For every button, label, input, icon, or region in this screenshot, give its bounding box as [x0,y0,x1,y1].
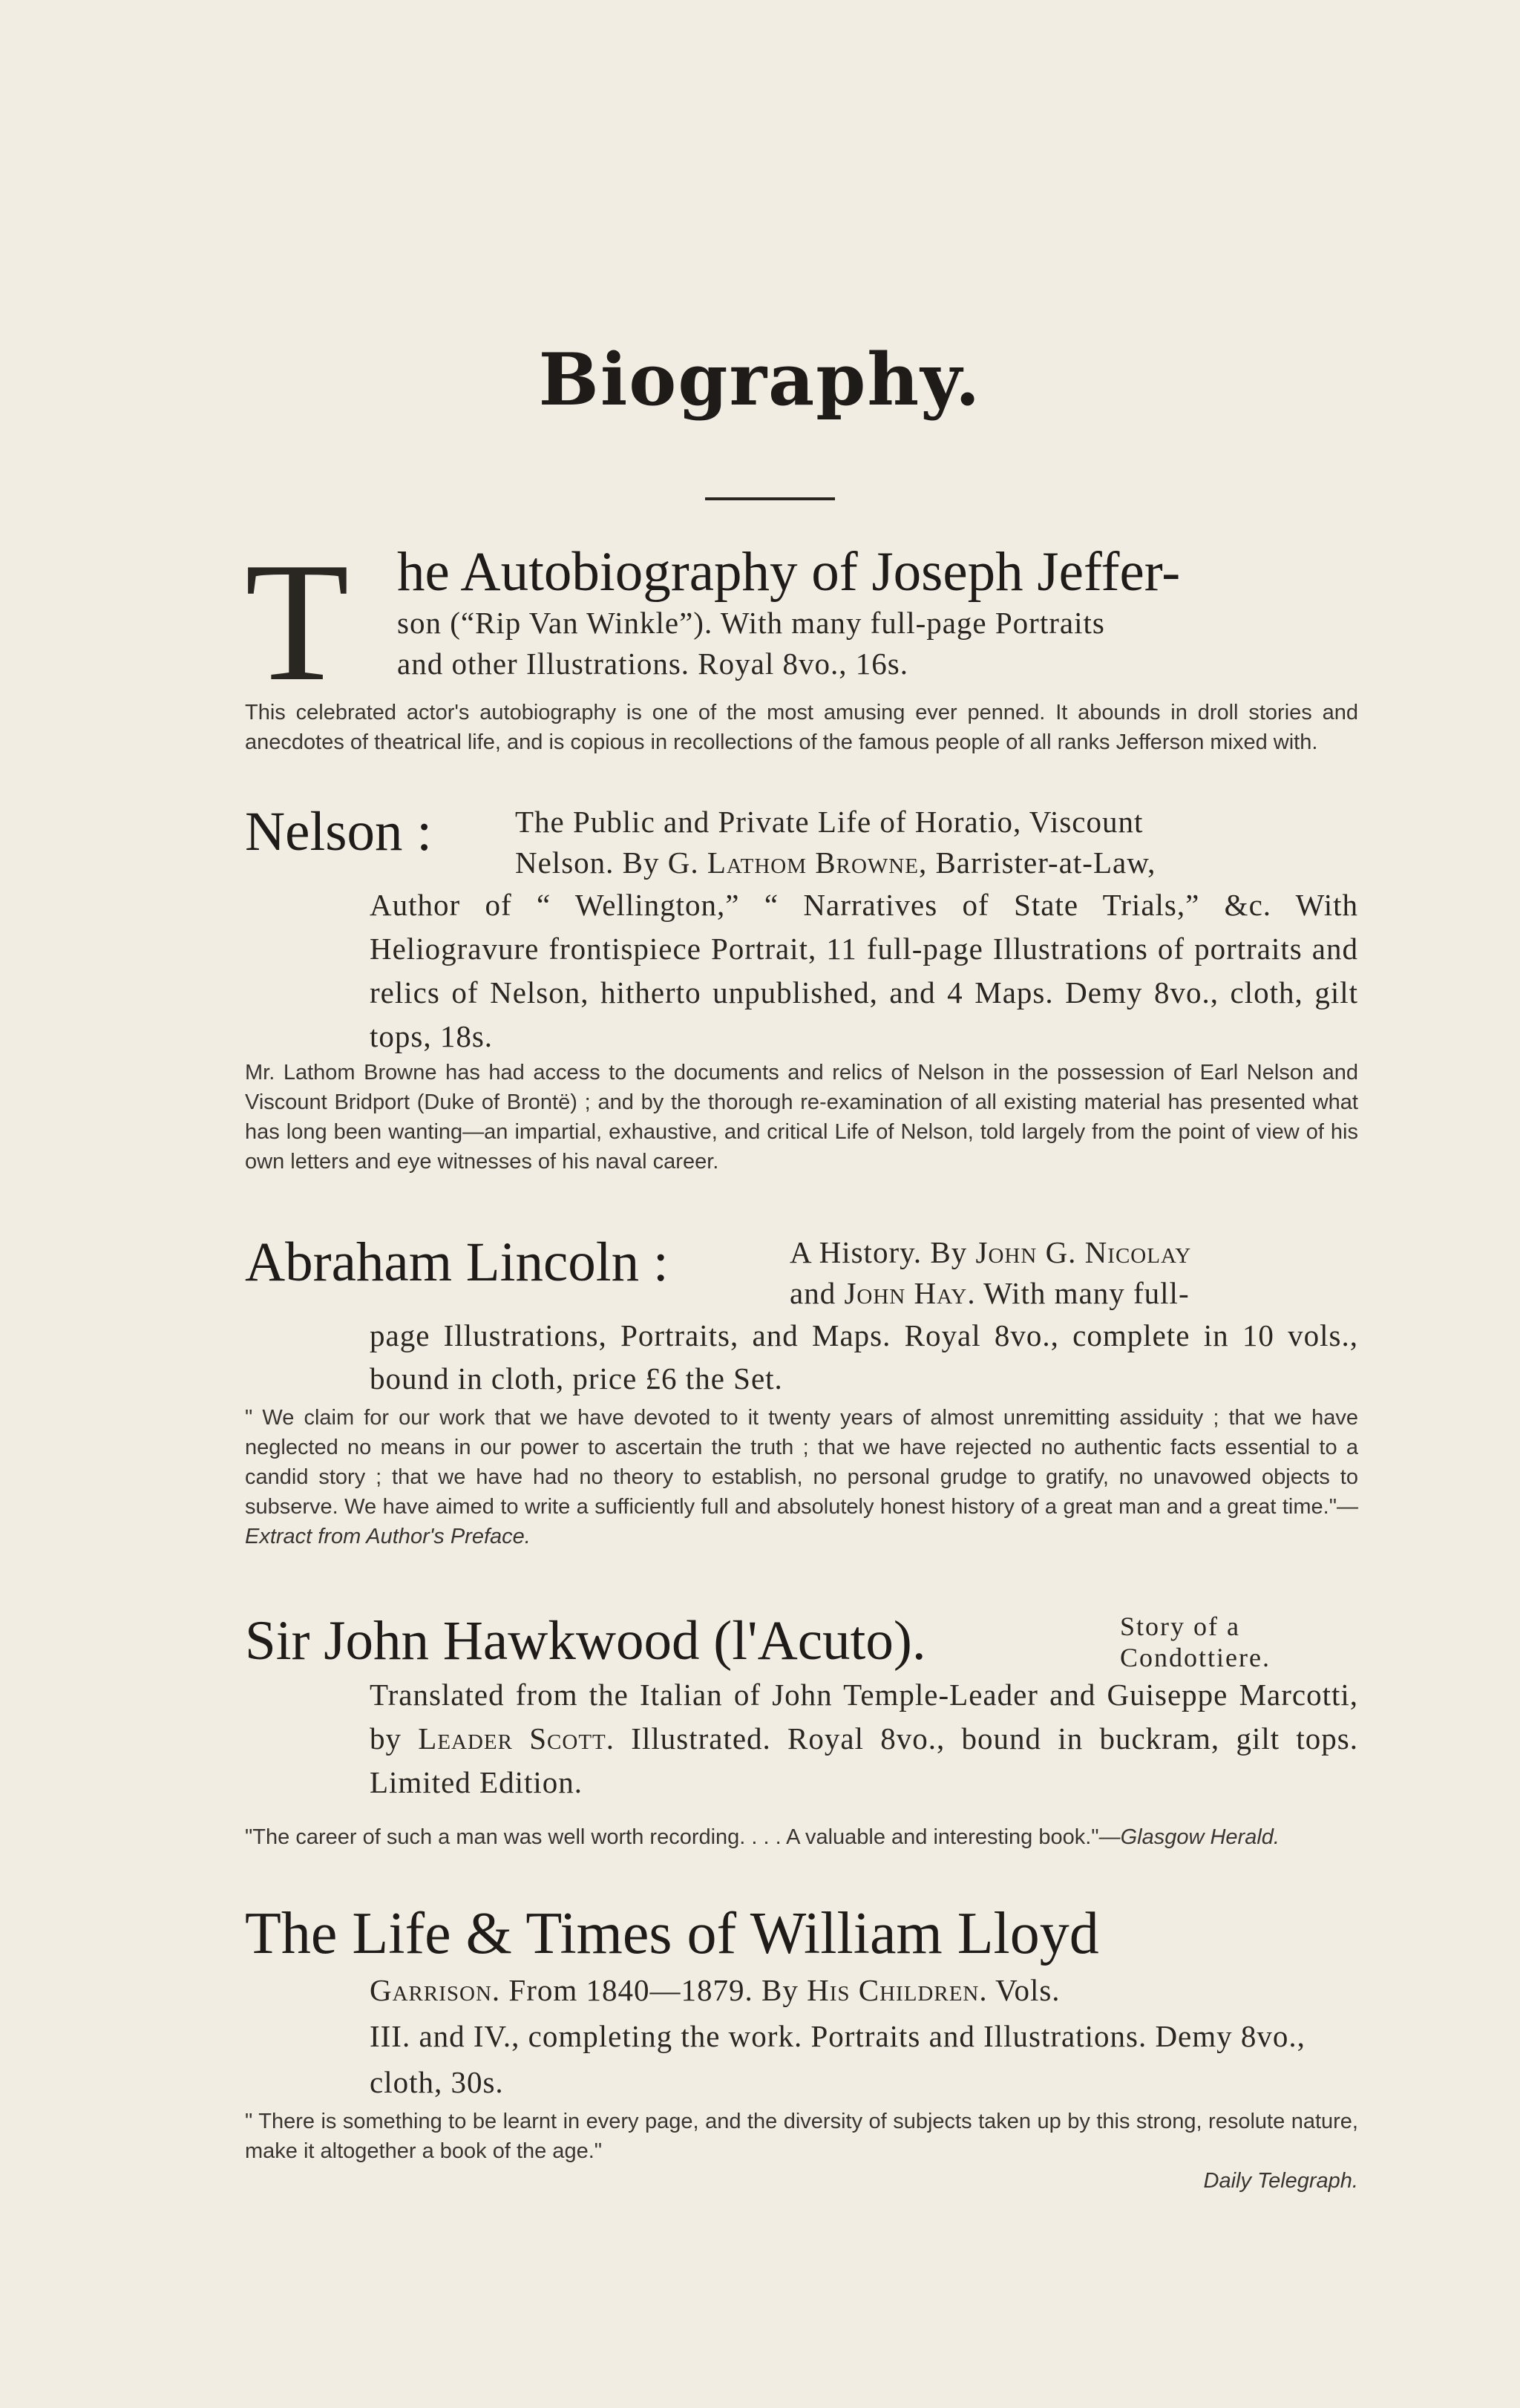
entry-line: and [790,1276,845,1310]
heading-rule [705,497,835,500]
entry-body: . Illustrated. Royal 8vo., bound in buckram, gilt tops. Limited Edition. [370,1721,1359,1799]
entry-line: son (“Rip Van Winkle”). With many full-page Portraits [397,606,1105,640]
entry-blurb: Mr. Lathom Browne has had access to the documents and relics of Nelson in the possession of Earl Nelson and Viscount Bridport (Duke of Brontë) ; and by the thorough re-examination of all existing material has presented what has long been wanting—an impartial, exhaustive, and critical Life of Nelson, told largely from the point of view of his own letters and eye witnesses of his naval career. [245,1061,1358,1174]
entry-body: page Illustrations, Portraits, and Maps. Royal 8vo., complete in 10 vols., bound in cloth, price £6 the Set. [370,1318,1358,1396]
author-name: His Children [807,1973,980,2007]
entry-lincoln [245,1232,1358,1400]
entry-blurb: " We claim for our work that we have devoted to it twenty years of almost unremitting assiduity ; that we have neglected no means in our power to ascertain the truth ; that we have rejected no authentic facts essential to a candid story ; that we have had no theory to establish, no personal grudge to gratify, no unavowed objects to subserve. We have aimed to write a sufficiently full and absolutely honest history of a great man and a great time." [245,1406,1358,1519]
entry-blurb: This celebrated actor's autobiography is one of the most amusing ever penned. It abounds in droll stories and anecdotes of theatrical life, and is copious in recollections of the famous people of all ranks Jefferson mixed with. [245,701,1358,754]
entry-line: Condottiere. [1120,1643,1271,1672]
entry-hawkwood [245,1611,1358,1805]
entry-title: Abraham Lincoln : [245,1231,669,1293]
entry-line: . With many full- [967,1276,1190,1310]
entry-line: . Vols. [979,1973,1061,2007]
entry-title: he Autobiography of Joseph Jeffer- [397,541,1181,603]
entry-blurb: " There is something to be learnt in every page, and the diversity of subjects taken up by this strong, resolute nature, make it altogether a book of the age." [245,2110,1358,2163]
entry-blurb-block [245,1822,1358,1852]
entry-body: Translated from the Italian of John Temple-Leader and Guiseppe Marcotti, by [370,1678,1358,1756]
author-name: John G. Nicolay [975,1235,1192,1269]
author-name: Leader Scott [418,1721,606,1756]
entry-blurb: "The career of such a man was well worth recording. . . . A valuable and interesting book." [245,1825,1099,1849]
blurb-source: Daily Telegraph. [1203,2169,1358,2193]
entry-line: . From 1840—1879. By [491,1973,808,2007]
entry-line: , Barrister-at-Law, [918,845,1156,880]
entry-line: and other Illustrations. Royal 8vo., 16s. [397,647,908,681]
entry-line: Story of a [1120,1612,1240,1641]
entry-line: The Public and Private Life of Horatio, Viscount [515,805,1144,839]
drop-cap: T [245,527,350,716]
entry-jefferson [245,527,1358,716]
author-name: John Hay [844,1276,968,1310]
entry-blurb-block [245,1403,1358,1551]
entry-line: A History. By [790,1235,976,1269]
entry-title: The Life & Times of William Lloyd [245,1901,1099,1966]
entry-nelson [245,802,1358,1059]
author-name: Lathom Browne [707,845,919,880]
page-heading: Biography. [538,338,982,422]
entry-body: Author of “ Wellington,” “ Narratives of State Trials,” &c. With Heliogravure frontispiece Portrait, 11 full-page Illustrations of portraits and relics of Nelson, hitherto unpublished, and 4 Maps. Demy 8vo., cloth, gilt tops, 18s. [370,888,1358,1053]
entry-garrison [245,1900,1358,2105]
author-name: Garrison [370,1973,492,2007]
blurb-source: —Extract from Author's Preface. [245,1495,1358,1548]
entry-line: Nelson. By G. [515,845,707,880]
entry-body: III. and IV., completing the work. Portraits and Illustrations. Demy 8vo., cloth, 30s. [370,2019,1306,2099]
blurb-source: —Glasgow Herald. [1098,1825,1280,1849]
entry-title: Nelson : [245,801,433,863]
entry-title: Sir John Hawkwood (l'Acuto). [245,1610,926,1672]
